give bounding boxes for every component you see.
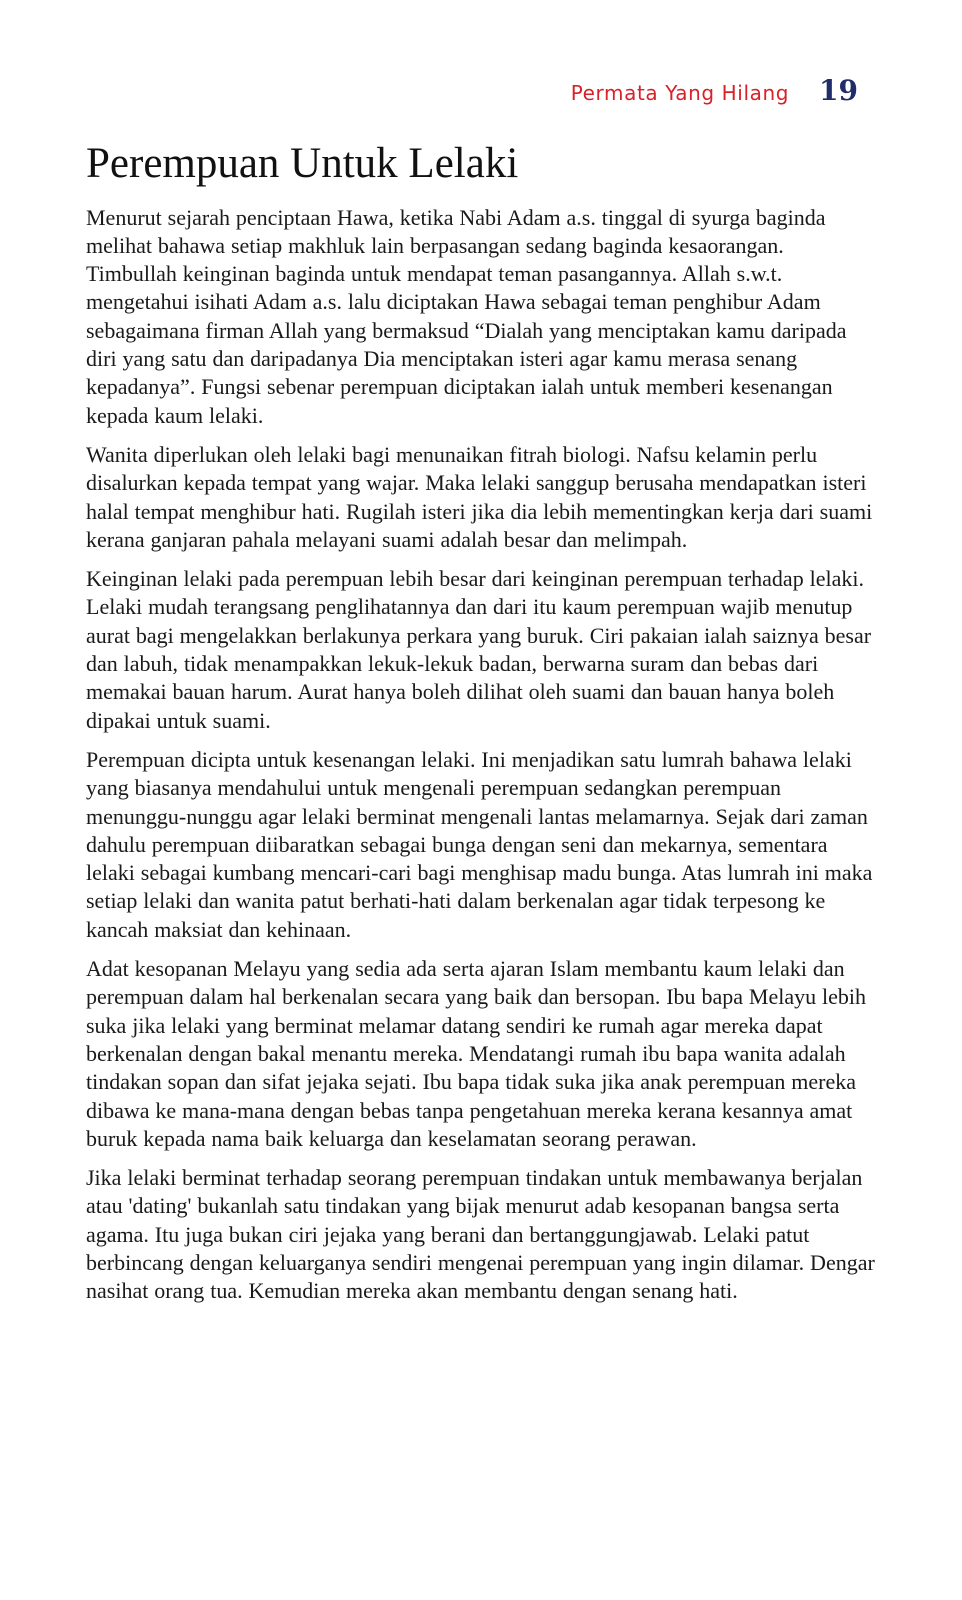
paragraph: Keinginan lelaki pada perempuan lebih besar dari keinginan perempuan terhadap lelaki. Lelaki mudah terangsang penglihatannya dan dari itu kaum perempuan wajib menutup aurat bagi mengelakkan berlakunya perkara yang buruk. Ciri pakaian ialah saiznya besar dan labuh, tidak menampakkan lekuk-lekuk badan, berwarna suram dan bebas dari memakai bauan harum. Aurat hanya boleh dilihat oleh suami dan bauan hanya boleh dipakai untuk suami. — [86, 566, 872, 733]
book-title: Permata Yang Hilang — [570, 81, 790, 105]
page-body — [86, 138, 876, 1317]
page-number: 19 — [819, 74, 858, 107]
chapter-title: Perempuan Untuk Lelaki — [86, 140, 519, 187]
running-header — [571, 74, 858, 107]
paragraph: Jika lelaki berminat terhadap seorang perempuan tindakan untuk membawanya berjalan atau 'dating' bukanlah satu tindakan yang bijak menurut adab kesopanan bangsa serta agama. Itu juga bukan ciri jejaka yang berani dan bertanggungjawab. Lelaki patut berbincang dengan keluarganya sendiri mengenai perempuan yang ingin dilamar. Dengar nasihat orang tua. Kemudian mereka akan membantu dengan senang hati. — [86, 1165, 875, 1304]
paragraph: Perempuan dicipta untuk kesenangan lelaki. Ini menjadikan satu lumrah bahawa lelaki yang biasanya mendahului untuk mengenali perempuan sedangkan perempuan menunggu-nunggu agar lelaki berminat mengenali lantas melamarnya. Sejak dari zaman dahulu perempuan diibaratkan sebagai bunga dengan seni dan mekarnya, sementara lelaki sebagai kumbang mencari-cari bagi menghisap madu bunga. Atas lumrah ini maka setiap lelaki dan wanita patut berhati-hati dalam berkenalan agar tidak terpesong ke kancah maksiat dan kehinaan. — [86, 746, 873, 942]
paragraph: Wanita diperlukan oleh lelaki bagi menunaikan fitrah biologi. Nafsu kelamin perlu disalurkan kepada tempat yang wajar. Maka lelaki sanggup berusaha mendapatkan isteri halal tempat menghibur hati. Rugilah isteri jika dia lebih mementingkan kerja dari suami kerana ganjaran pahala melayani suami adalah besar dan melimpah. — [86, 441, 873, 552]
paragraph: Menurut sejarah penciptaan Hawa, ketika Nabi Adam a.s. tinggal di syurga baginda melihat bahawa setiap makhluk lain berpasangan sedang baginda kesaorangan. Timbullah keinginan baginda untuk mendapat teman pasangannya. Allah s.w.t. mengetahui isihati Adam a.s. lalu diciptakan Hawa sebagai teman penghibur Adam sebagaimana firman Allah yang bermaksud “Dialah yang menciptakan kamu daripada diri yang satu dan daripadanya Dia menciptakan isteri agar kamu merasa senang kepadanya”. Fungsi sebenar perempuan diciptakan ialah untuk memberi kesenangan kepada kaum lelaki. — [86, 204, 847, 428]
paragraph: Adat kesopanan Melayu yang sedia ada serta ajaran Islam membantu kaum lelaki dan perempuan dalam hal berkenalan secara yang baik dan bersopan. Ibu bapa Melayu lebih suka jika lelaki yang berminat melamar datang sendiri ke rumah agar mereka dapat berkenalan dengan bakal menantu mereka. Mendatangi rumah ibu bapa wanita adalah tindakan sopan dan sifat jejaka sejati. Ibu bapa tidak suka jika anak perempuan mereka dibawa ke mana-mana dengan bebas tanpa pengetahuan mereka kerana kesannya amat buruk kepada nama baik keluarga dan keselamatan seorang perawan. — [86, 956, 866, 1151]
